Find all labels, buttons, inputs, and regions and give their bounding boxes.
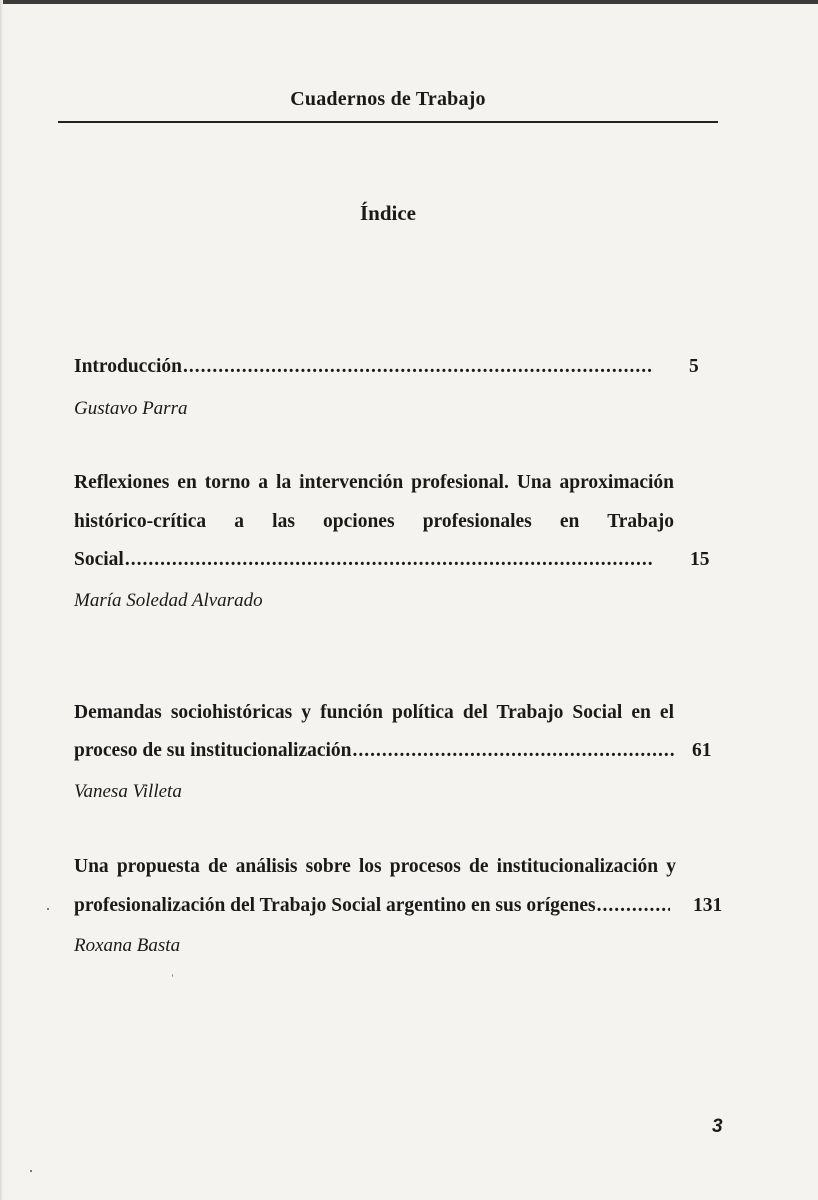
running-header-title: Cuadernos de Trabajo [290, 88, 486, 110]
toc-entry-una-propuesta[interactable] [74, 895, 670, 917]
toc-page-number: 61 [692, 740, 712, 761]
toc-entry-title-line: Una propuesta de análisis sobre los procesos de institucionalización y [74, 856, 676, 877]
scan-speck [172, 974, 173, 977]
toc-entry-title-line: Demandas sociohistóricas y función política del Trabajo Social en el [74, 702, 674, 723]
header-rule [58, 121, 718, 123]
toc-entry-title: Social [74, 549, 124, 570]
toc-entry-title: Introducción [74, 356, 182, 377]
scan-edge-left [0, 0, 3, 1200]
dot-leader [183, 356, 654, 378]
dot-leader [353, 740, 674, 762]
scan-speck [30, 1170, 32, 1172]
index-heading: Índice [359, 201, 416, 225]
toc-page-number: 131 [693, 895, 723, 916]
toc-entry-title: proceso de su institucionalización [74, 740, 352, 761]
toc-entry-introduccion[interactable] [74, 356, 654, 378]
toc-author: Gustavo Parra [74, 398, 188, 419]
toc-entry-title-line: Reflexiones en torno a la intervención profesional. Una aproximación [74, 472, 674, 493]
toc-author: María Soledad Alvarado [74, 590, 263, 611]
toc-author: Roxana Basta [74, 935, 181, 956]
toc-entry-demandas[interactable] [74, 740, 674, 762]
dot-leader [125, 549, 654, 571]
scan-edge-top [0, 0, 818, 4]
scan-speck [47, 908, 49, 910]
dot-leader [597, 895, 670, 917]
toc-entry-title-line: histórico-crítica a las opciones profesionales en Trabajo [74, 511, 674, 532]
toc-entry-reflexiones[interactable] [74, 549, 654, 571]
toc-entry-title: profesionalización del Trabajo Social argentino en sus orígenes [74, 895, 596, 916]
page-folio-number: 3 [712, 1116, 723, 1137]
toc-page-number: 5 [689, 356, 699, 377]
toc-page-number: 15 [690, 549, 710, 570]
toc-author: Vanesa Villeta [74, 781, 182, 802]
